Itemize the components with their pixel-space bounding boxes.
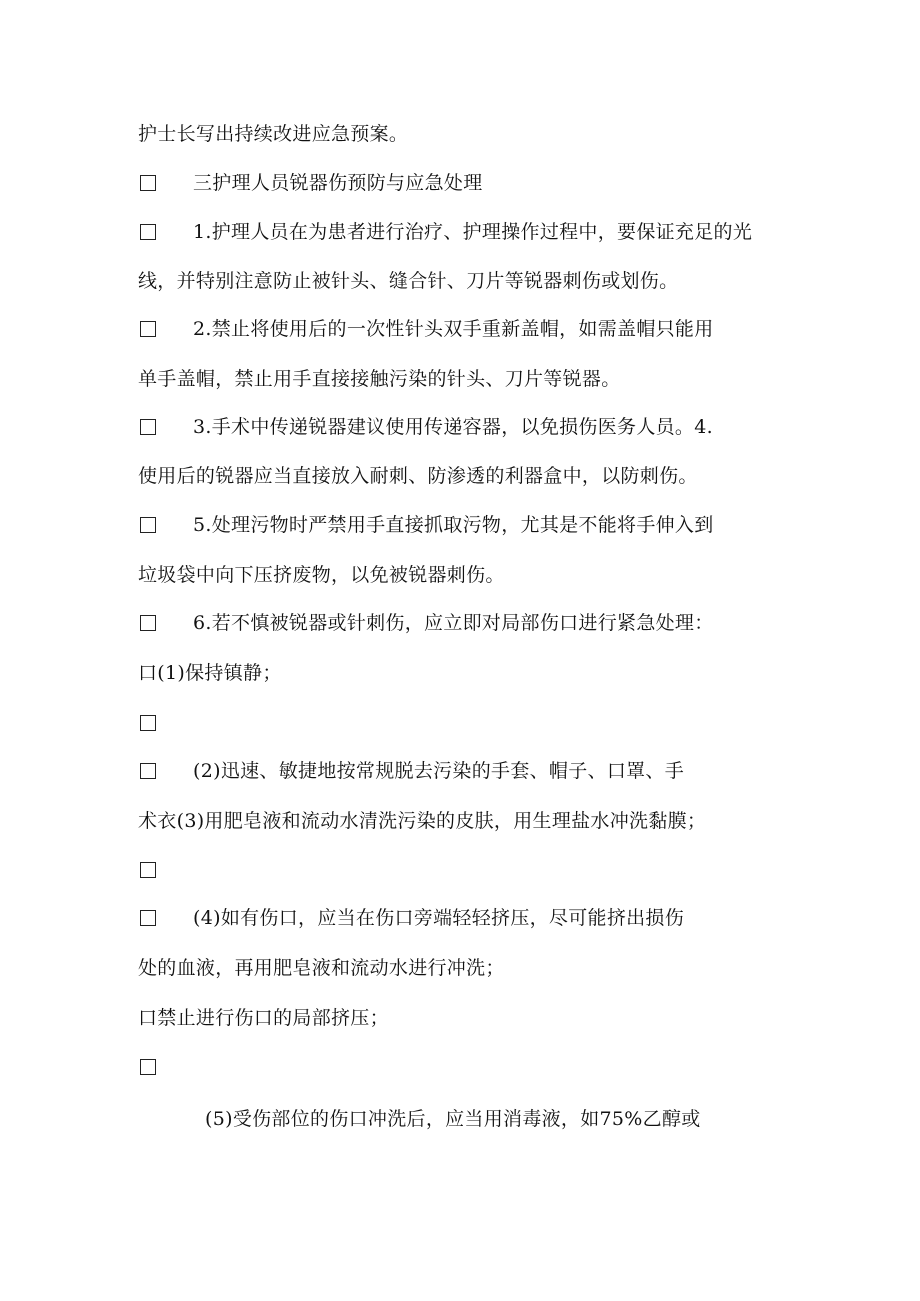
text-line-8: 使用后的锐器应当直接放入耐刺、防渗透的利器盒中，以防刺伤。	[138, 465, 698, 487]
text-line-18: (5)受伤部位的伤口冲洗后，应当用消毒液，如75%乙醇或	[205, 1108, 701, 1130]
text-line-12: 口(1)保持镇静；	[138, 662, 282, 684]
text-line-1: 护士长写出持续改进应急预案。	[138, 123, 409, 145]
checkbox-icon	[140, 715, 156, 731]
text-line-16: 处的血液，再用肥皂液和流动水进行冲洗；	[138, 957, 505, 979]
checkbox-icon	[140, 419, 156, 435]
text-line-14: 术衣(3)用肥皂液和流动水清洗污染的皮肤，用生理盐水冲洗黏膜；	[138, 810, 707, 832]
checkbox-icon	[140, 763, 156, 779]
text-line-3: 1.护理人员在为患者进行治疗、护理操作过程中，要保证充足的光	[193, 221, 753, 243]
text-line-10: 垃圾袋中向下压挤废物，以免被锐器刺伤。	[138, 564, 505, 586]
checkbox-icon	[140, 1059, 156, 1075]
text-line-17: 口禁止进行伤口的局部挤压；	[138, 1007, 389, 1029]
checkbox-icon	[140, 175, 156, 191]
checkbox-icon	[140, 517, 156, 533]
text-line-9: 5.处理污物时严禁用手直接抓取污物，尤其是不能将手伸入到	[193, 514, 714, 536]
text-line-7: 3.手术中传递锐器建议使用传递容器，以免损伤医务人员。4.	[193, 416, 713, 438]
checkbox-icon	[140, 224, 156, 240]
text-line-13: (2)迅速、敏捷地按常规脱去污染的手套、帽子、口罩、手	[193, 760, 685, 782]
section-heading: 三护理人员锐器伤预防与应急处理	[193, 172, 483, 194]
checkbox-icon	[140, 910, 156, 926]
text-line-11: 6.若不慎被锐器或针刺伤，应立即对局部伤口进行紧急处理：	[193, 612, 714, 634]
text-line-15: (4)如有伤口，应当在伤口旁端轻轻挤压，尽可能挤出损伤	[193, 907, 685, 929]
checkbox-icon	[140, 862, 156, 878]
checkbox-icon	[140, 615, 156, 631]
text-line-5: 2.禁止将使用后的一次性针头双手重新盖帽，如需盖帽只能用	[193, 318, 714, 340]
text-line-6: 单手盖帽，禁止用手直接接触污染的针头、刀片等锐器。	[138, 368, 621, 390]
text-line-4: 线，并特别注意防止被针头、缝合针、刀片等锐器刺伤或划伤。	[138, 270, 679, 292]
checkbox-icon	[140, 321, 156, 337]
